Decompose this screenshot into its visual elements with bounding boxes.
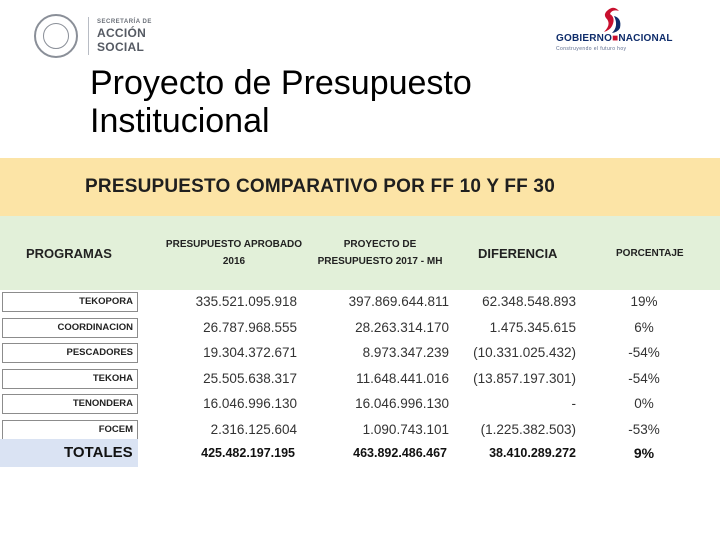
logo-line-1: SECRETARÍA DE	[97, 19, 152, 25]
row-programa: TEKOPORA	[79, 296, 133, 307]
row-diferencia: (1.225.382.503)	[480, 421, 576, 437]
col-header-aprobado	[142, 236, 326, 270]
col-header-diferencia: DIFERENCIA	[478, 246, 558, 261]
logo-divider	[88, 17, 89, 55]
gobierno-nacional-wordmark: GOBIERNO■NACIONAL	[556, 33, 673, 44]
row-diferencia: 1.475.345.615	[489, 319, 576, 335]
wordmark-gobierno: GOBIERNO	[556, 33, 613, 44]
title-line-2: Institucional	[90, 102, 270, 140]
row-porcentaje: 19%	[630, 294, 658, 309]
totals-label: TOTALES	[64, 444, 133, 461]
row-proyecto: 28.263.314.170	[355, 319, 449, 335]
totals-porcentaje: 9%	[633, 445, 655, 461]
row-programa: FOCEM	[98, 423, 133, 435]
row-diferencia: 62.348.548.893	[482, 294, 576, 309]
table-row	[0, 316, 720, 342]
table-row	[0, 290, 720, 316]
table-body	[0, 290, 720, 443]
row-aprobado: 26.787.968.555	[203, 319, 297, 335]
row-proyecto: 16.046.996.130	[355, 396, 449, 411]
table-banner-text: PRESUPUESTO COMPARATIVO POR FF 10 Y FF 30	[85, 176, 555, 197]
row-diferencia: -	[571, 396, 576, 411]
col-header-aprobado-line1: PRESUPUESTO APROBADO	[165, 239, 303, 250]
row-porcentaje: -53%	[628, 421, 660, 437]
page-title	[90, 64, 472, 140]
gobierno-nacional-mark-icon	[600, 6, 628, 34]
gobierno-nacional-logo	[556, 6, 681, 52]
col-header-aprobado-line2: 2016	[222, 256, 246, 267]
row-porcentaje: -54%	[628, 370, 660, 386]
col-header-porcentaje: PORCENTAJE	[616, 248, 684, 259]
totals-proyecto: 463.892.486.467	[353, 446, 447, 460]
col-header-proyecto	[306, 236, 454, 270]
row-programa: PESCADORES	[66, 347, 133, 358]
col-header-proyecto-line1: PROYECTO DE	[343, 239, 417, 250]
row-aprobado: 16.046.996.130	[203, 396, 297, 411]
row-diferencia: (10.331.025.432)	[473, 345, 576, 360]
table-header-row	[0, 216, 720, 290]
secretaria-accion-social-logo	[34, 14, 152, 58]
title-line-1: Proyecto de Presupuesto	[90, 64, 472, 102]
row-aprobado: 19.304.372.671	[203, 345, 297, 360]
table-row	[0, 341, 720, 367]
row-porcentaje: -54%	[628, 345, 660, 360]
table-banner	[0, 158, 720, 216]
totals-aprobado: 425.482.197.195	[201, 446, 295, 460]
row-aprobado: 25.505.638.317	[203, 370, 297, 386]
logo-text	[97, 19, 152, 53]
row-porcentaje: 6%	[634, 319, 654, 335]
row-aprobado: 335.521.095.918	[195, 294, 297, 309]
wordmark-nacional: NACIONAL	[618, 33, 673, 44]
national-seal-icon	[34, 14, 78, 58]
row-diferencia: (13.857.197.301)	[473, 370, 576, 386]
table-totals-row	[0, 439, 720, 467]
row-programa: COORDINACION	[57, 321, 133, 333]
row-proyecto: 397.869.644.811	[348, 294, 449, 309]
row-proyecto: 8.973.347.239	[362, 345, 449, 360]
totals-label-cell	[0, 439, 138, 467]
table-row	[0, 392, 720, 418]
row-proyecto: 1.090.743.101	[362, 421, 449, 437]
logo-line-3: SOCIAL	[97, 40, 145, 54]
row-aprobado: 2.316.125.604	[210, 421, 297, 437]
logo-line-2: ACCIÓN	[97, 26, 147, 40]
row-programa: TENONDERA	[72, 398, 133, 409]
row-porcentaje: 0%	[634, 396, 654, 411]
gobierno-nacional-tagline: Construyendo el futuro hoy	[556, 46, 627, 52]
row-programa: TEKOHA	[92, 372, 133, 384]
col-header-programas: PROGRAMAS	[26, 246, 112, 261]
totals-diferencia: 38.410.289.272	[489, 446, 576, 460]
col-header-proyecto-line2: PRESUPUESTO 2017 - MH	[317, 256, 443, 267]
row-proyecto: 11.648.441.016	[356, 370, 449, 386]
table-row	[0, 367, 720, 393]
